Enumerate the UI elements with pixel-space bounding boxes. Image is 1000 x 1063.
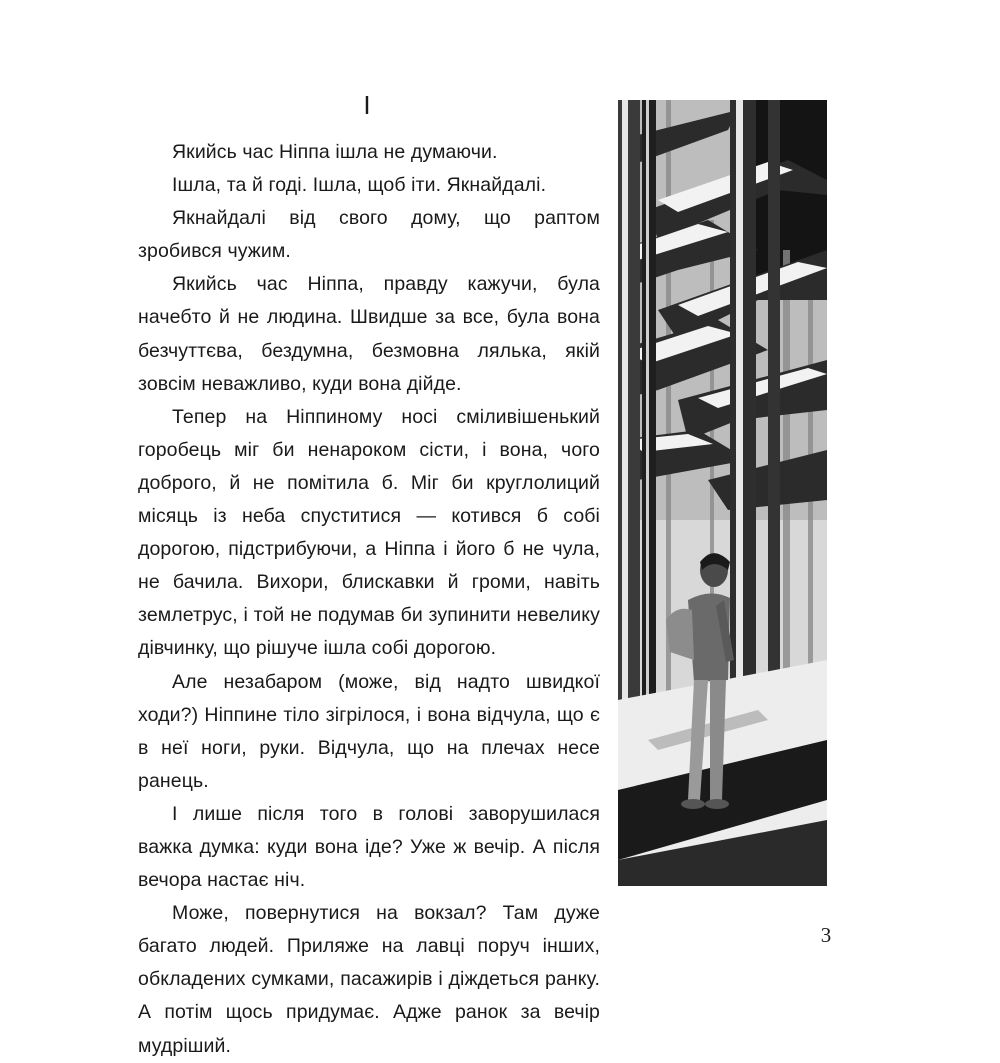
paragraph: Ішла, та й годі. Ішла, щоб іти. Якнайдалі.	[172, 174, 547, 197]
chapter-heading: I	[363, 90, 371, 120]
paragraph: Може, повернутися на вокзал? Там дуже багато людей. Приляже на лавці поруч інших, обкладених сумками, пасажирів і діждеться ранку. А потім щось придумає. Адже ранок за вечір мудріший.	[138, 902, 600, 1057]
paragraph: Якийсь час Ніппа, правду кажучи, була начебто й не людина. Швидше за все, була вона безчуттєва, бездумна, безмовна лялька, якій зовсім неважливо, куди вона дійде.	[138, 273, 600, 395]
paragraph: Якийсь час Ніппа ішла не думаючи.	[172, 141, 498, 163]
paragraph: І лише після того в голові заворушилася важка думка: куди вона іде? Уже ж вечір. А після вечора настає ніч.	[138, 802, 600, 892]
paragraph: Тепер на Ніппиному носі сміливішенький горобець міг би ненароком сісти, і вона, чого доброго, й не помітила б. Міг би круглолиций місяць із неба спуститися — котився б собі дорогою, підстрибуючи, а Ніппа і його б не чула, не бачила. Вихори, блискавки й громи, навіть землетрус, і той не подумав би зупинити невелику дівчинку, що рішуче ішла собі дорогою.	[138, 405, 600, 660]
page-number: 3	[820, 923, 832, 947]
forest-illustration	[618, 100, 827, 886]
paragraph: Якнайдалі від свого дому, що раптом зробився чужим.	[138, 207, 600, 263]
paragraph: Але незабаром (може, від надто швидкої ходи?) Ніппине тіло зігрілося, і вона відчула, що є в неї ноги, руки. Відчула, що на плечах несе ранець.	[138, 670, 600, 792]
body-text	[138, 136, 600, 1063]
